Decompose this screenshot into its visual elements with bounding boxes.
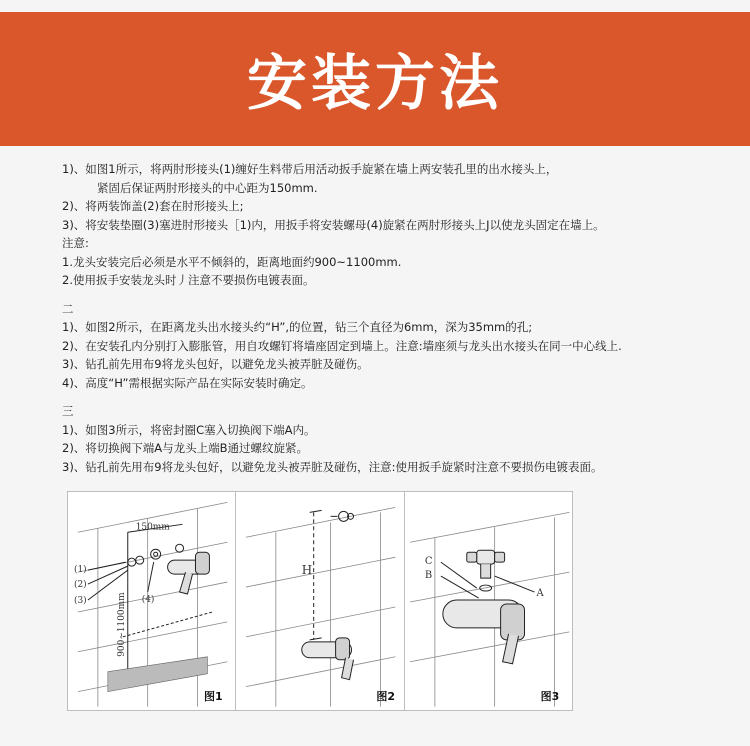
figure-1-label: 图1: [204, 690, 223, 703]
figure-1-illustration: [68, 492, 235, 710]
instruction-line: 1)、如图3所示，将密封圈C塞入切换阀下端A内。: [62, 422, 316, 437]
instruction-line: 4)、高度“H”需根据实际产品在实际安装时确定。: [62, 375, 313, 390]
callout-4: (4): [141, 594, 155, 605]
instruction-line: 3)、将安装垫圈(3)塞进肘形接头［1)内，用扳手将安装螺母(4)旋紧在两肘形接头上J以使龙头固定在墙上。: [62, 217, 605, 232]
instruction-line: 紧固后保证两肘形接头的中心距为150mm.: [97, 180, 318, 195]
figure-2: [236, 492, 404, 710]
callout-2: (2): [73, 580, 87, 591]
figure-1: [68, 492, 236, 710]
instruction-line: 3)、钻孔前先用布9将龙头包好，以避免龙头被弄脏及碰伤，注意:使用扳手旋紧时注意不要损伤电镀表面。: [62, 459, 603, 474]
figure-2-label: 图2: [376, 690, 395, 703]
callout-c: C: [424, 556, 433, 568]
figure-panel: [67, 491, 573, 711]
figure-3: [405, 492, 572, 710]
callout-1: (1): [73, 565, 87, 576]
callout-3: (3): [73, 595, 87, 606]
figure-3-illustration: [405, 492, 572, 710]
figure-2-illustration: [236, 492, 403, 710]
section-2: [62, 300, 742, 393]
note-heading: 注意:: [62, 236, 89, 250]
callout-b: B: [424, 570, 432, 582]
instruction-line: 1)、如图2所示，在距离龙头出水接头约“H”,的位置，钻三个直径为6mm，深为35mm的孔;: [62, 320, 533, 334]
section-3: [62, 402, 742, 476]
instruction-line: 3)、钻孔前先用布9将龙头包好，以避免龙头被弄脏及碰伤。: [62, 357, 369, 371]
note-line: 2.使用扳手安装龙头时丿注意不要损伤电镀表面。: [62, 273, 315, 287]
instruction-line: 2)、在安装孔内分别打入膨胀管，用自攻螺钉将墙座固定到墙上。注意:墙座须与龙头出水接头在同一中心线上.: [62, 338, 622, 353]
dim-h: H: [302, 563, 313, 578]
note-line: 1.龙头安装完后必须是水平不倾斜的，距离地面约900~1100mm.: [62, 254, 402, 269]
section-1: [62, 160, 742, 290]
dim-900-1100mm: 900~1100mm: [116, 592, 127, 657]
title-banner: [0, 12, 750, 146]
instruction-line: 2)、将切换阀下端A与龙头上端B通过螺纹旋紧。: [62, 441, 309, 455]
instructions: [62, 160, 742, 476]
figure-3-label: 图3: [540, 690, 560, 703]
instruction-line: 2)、将两装饰盖(2)套在肘形接头上;: [62, 199, 244, 213]
dim-150mm: 150mm: [135, 522, 170, 533]
section-heading: 三: [62, 404, 74, 418]
callout-a: A: [536, 588, 544, 600]
instruction-line: 1)、如图1所示，将两肘形接头(1)缠好生料带后用活动扳手旋紧在墙上两安装孔里的出水接头上，: [62, 162, 558, 176]
page-title: 安装方法: [247, 49, 503, 119]
section-heading: 二: [62, 301, 74, 316]
